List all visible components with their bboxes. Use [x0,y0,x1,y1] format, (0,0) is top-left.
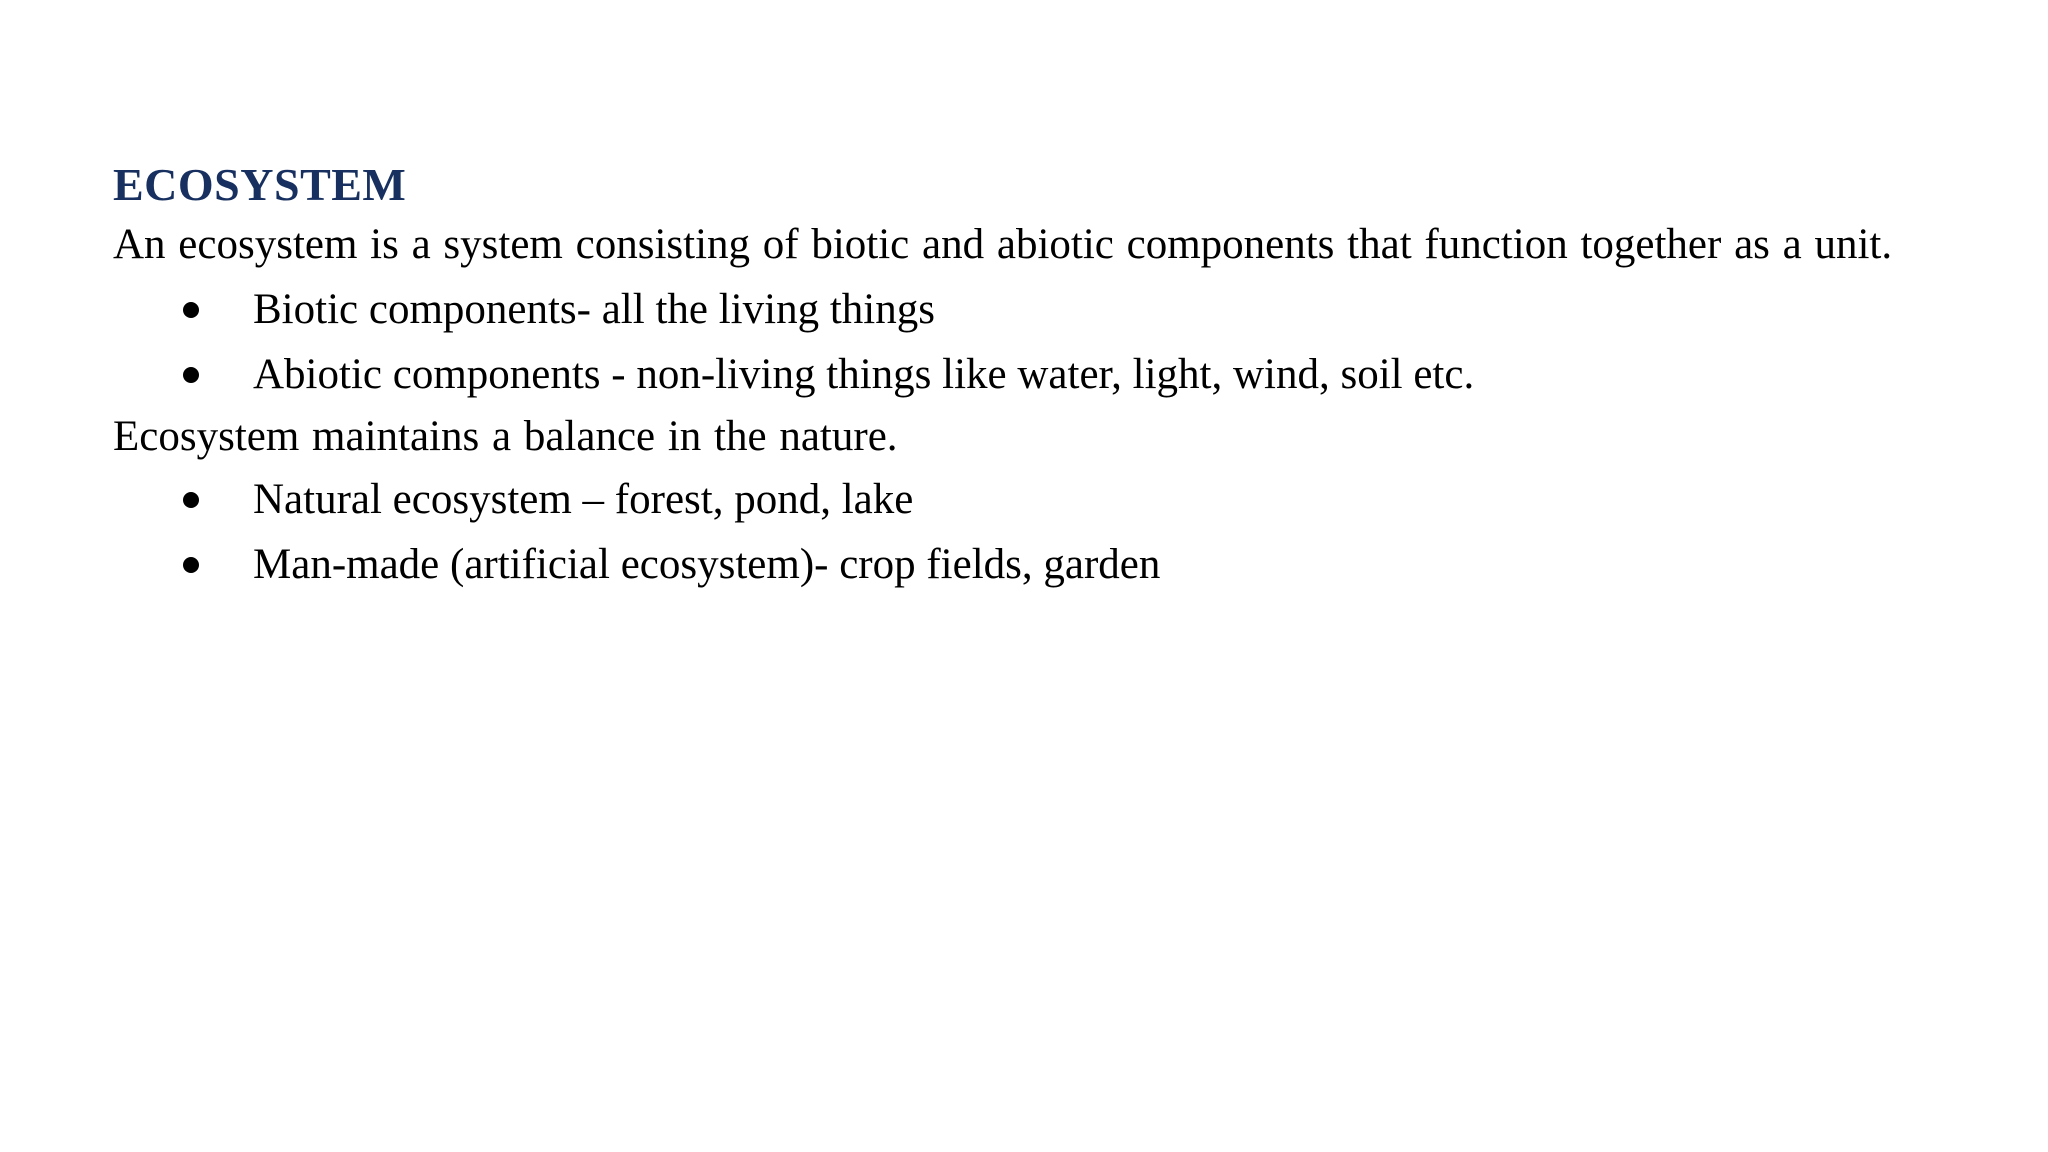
list-item-text: Man-made (artificial ecosystem)- crop fields, garden [253,541,1161,588]
list-item [113,277,1973,342]
bullet-icon [183,302,199,318]
list-item [113,532,1973,597]
bullet-icon [183,492,199,508]
document-page [113,155,1973,597]
balance-paragraph: Ecosystem maintains a balance in the nature. [113,413,898,460]
list-item [113,467,1973,532]
list-item-text: Natural ecosystem – forest, pond, lake [253,476,914,523]
list-item [113,342,1973,407]
list-item-text: Abiotic components - non-living things like water, light, wind, soil etc. [253,351,1475,398]
types-list [113,467,1973,597]
intro-paragraph: An ecosystem is a system consisting of biotic and abiotic components that function together as a unit. [113,221,1893,268]
bullet-icon [183,367,199,383]
bullet-icon [183,557,199,573]
document-title: ECOSYSTEM [113,159,407,210]
components-list [113,277,1973,407]
list-item-text: Biotic components- all the living things [253,286,935,333]
